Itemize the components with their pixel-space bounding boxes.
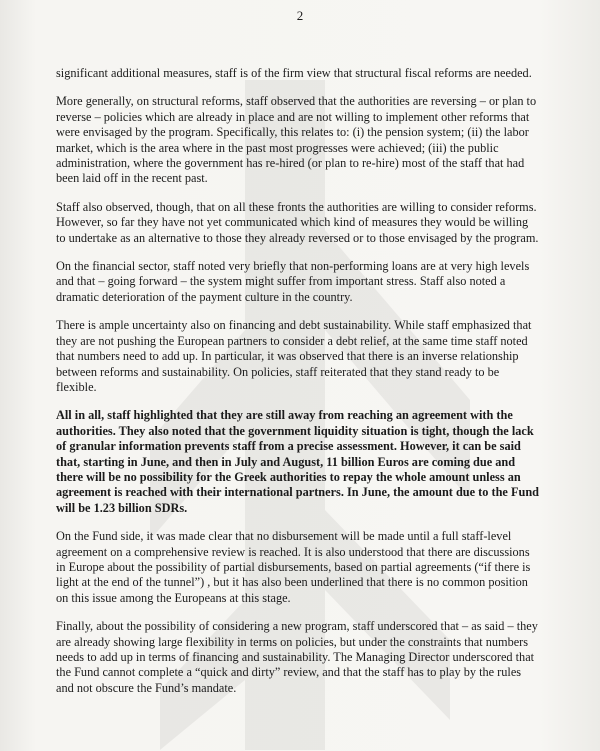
paragraph-8: Finally, about the possibility of considering a new program, staff underscored that – as said – they are already showing large flexibility in terms on policies, but under the constraints that numbers needs to add up in terms of financing and sustainability. The Managing Director underscored that the Fund cannot complete a “quick and dirty” review, and that the staff has to play by the rules and not obscure the Fund’s mandate. <box>56 619 538 695</box>
paragraph-5: There is ample uncertainty also on financing and debt sustainability. While staff emphasized that they are not pushing the European partners to consider a debt relief, at the same time staff noted that numbers need to add up. In particular, it was observed that there is an inverse relationship between reforms and sustainability. On policies, staff reiterated that they stand ready to be flexible. <box>56 318 532 394</box>
paragraph-6: All in all, staff highlighted that they are still away from reaching an agreement with the authorities. They also noted that the government liquidity situation is tight, though the lack of granular information prevents staff from a precise assessment. However, it can be said that, starting in June, and then in July and August, 11 billion Euros are coming due and there will be no possibility for the Greek authorities to repay the whole amount unless an agreement is reached with their international partners. In June, the amount due to the Fund will be 1.23 billion SDRs. <box>56 408 539 515</box>
paragraph-4: On the financial sector, staff noted very briefly that non-performing loans are at very high levels and that – going forward – the system might suffer from important stress. Staff also noted a dramatic deterioration of the payment culture in the country. <box>56 259 530 304</box>
paragraph-7: On the Fund side, it was made clear that no disbursement will be made until a full staff-level agreement on a comprehensive review is reached. It is also understood that there are discussions in Europe about the possibility of partial disbursements, based on partial agreements (“if there is light at the end of the tunnel”) , but it has also been underlined that there is no common position on this issue among the Europeans at this stage. <box>56 529 531 605</box>
paragraph-1: significant additional measures, staff is of the firm view that structural fiscal reforms are needed. <box>56 66 532 80</box>
paragraph-3: Staff also observed, though, that on all these fronts the authorities are willing to consider reforms. However, so far they have not yet communicated which kind of measures they would be willing to undertake as an alternative to those they already reversed or to those envisaged by the program. <box>56 199 539 245</box>
body-text <box>56 66 540 709</box>
paragraph-2: More generally, on structural reforms, staff observed that the authorities are reversing – or plan to reverse – policies which are already in place and are not willing to implement other reforms that were envisaged by the program. Specifically, this relates to: (i) the pension system; (ii) the labor market, which is the area where in the past most progresses were achieved; (iii) the public administration, where the government has re-hired (or plan to re-hire) most of the staff that had been laid off in the recent past. <box>56 94 537 186</box>
page-number: 2 <box>296 8 304 23</box>
